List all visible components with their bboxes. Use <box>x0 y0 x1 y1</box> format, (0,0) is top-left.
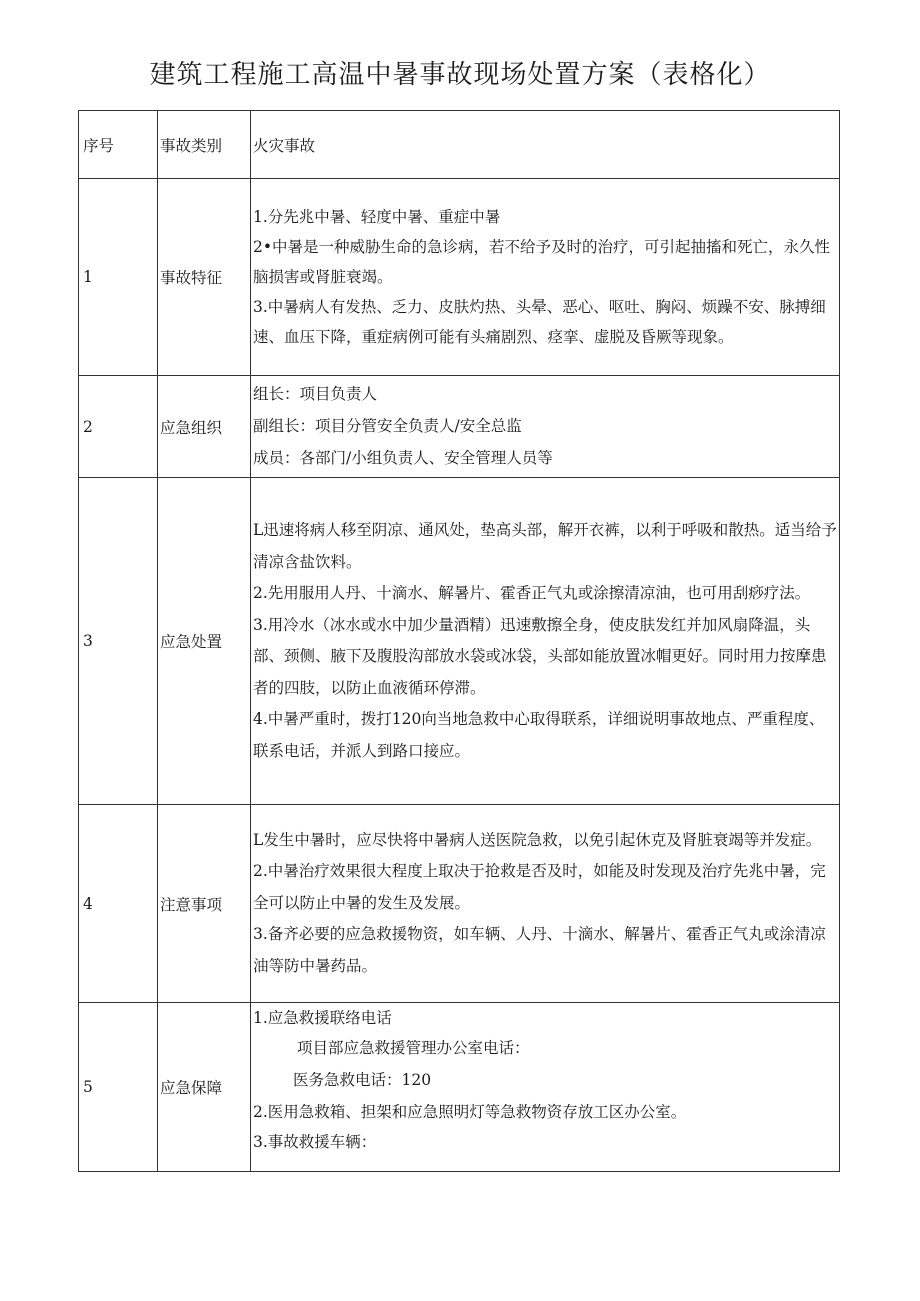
content-line: 项目部应急救援管理办公室电话： <box>297 1039 530 1057</box>
row-content <box>251 805 840 1003</box>
row-category: 注意事项 <box>158 805 251 1003</box>
content-line: 1.应急救援联络电话 <box>253 1009 392 1027</box>
row-content <box>251 179 840 376</box>
row-category: 事故特征 <box>158 179 251 376</box>
content-line: 3.用冷水（冰水或水中加少量酒精）迅速敷擦全身，使皮肤发红并加风扇降温，头部、颈侧、腋下及腹股沟部放水袋或冰袋，头部如能放置冰帽更好。同时用力按摩患者的四肢，以防止血液循环停滞。 <box>253 615 827 697</box>
row-content <box>251 376 840 478</box>
row-content <box>251 1003 840 1172</box>
row-category: 应急保障 <box>158 1003 251 1172</box>
content-line: 医务急救电话：120 <box>293 1071 432 1089</box>
content-line: 4.中暑严重时，拨打120向当地急救中心取得联系，详细说明事故地点、严重程度、联系电话，并派人到路口接应。 <box>253 710 825 760</box>
table-row <box>79 478 840 805</box>
table-row <box>79 376 840 478</box>
content-line: 成员：各部门/小组负责人、安全管理人员等 <box>253 449 553 467</box>
content-line: 2•中暑是一种威胁生命的急诊病，若不给予及时的治疗，可引起抽搐和死亡，永久性脑损害或肾脏衰竭。 <box>253 238 831 286</box>
row-content <box>251 478 840 805</box>
header-accident-type: 火灾事故 <box>251 111 840 179</box>
table-row <box>79 805 840 1003</box>
content-line: 1.分先兆中暑、轻度中暑、重症中暑 <box>253 208 501 226</box>
table-header-row <box>79 111 840 179</box>
content-line: 组长：项目负责人 <box>253 385 378 403</box>
row-index: 3 <box>79 478 158 805</box>
content-line: 3.事故救援车辆： <box>253 1133 377 1151</box>
table-row <box>79 179 840 376</box>
row-index: 2 <box>79 376 158 478</box>
content-line: 副组长：项目分管安全负责人/安全总监 <box>253 417 522 435</box>
content-line: 3.中暑病人有发热、乏力、皮肤灼热、头晕、恶心、呕吐、胸闷、烦躁不安、脉搏细速、血压下降，重症病例可能有头痛剧烈、痉挛、虚脱及昏厥等现象。 <box>253 298 826 346</box>
header-category: 事故类别 <box>158 111 251 179</box>
row-category: 应急组织 <box>158 376 251 478</box>
content-line: L迅速将病人移至阴凉、通风处，垫高头部，解开衣裤，以利于呼吸和散热。适当给予清凉含盐饮料。 <box>253 521 837 571</box>
content-line: 2.中暑治疗效果很大程度上取决于抢救是否及时，如能及时发现及治疗先兆中暑，完全可以防止中暑的发生及发展。 <box>253 862 826 912</box>
content-line: L发生中暑时，应尽快将中暑病人送医院急救，以免引起休克及肾脏衰竭等并发症。 <box>253 830 822 849</box>
row-index: 4 <box>79 805 158 1003</box>
row-category: 应急处置 <box>158 478 251 805</box>
emergency-plan-table <box>78 110 840 1172</box>
row-index: 5 <box>79 1003 158 1172</box>
header-index: 序号 <box>79 111 158 179</box>
content-line: 2.先用服用人丹、十滴水、解暑片、霍香正气丸或涂擦清凉油，也可用刮痧疗法。 <box>253 584 811 602</box>
page-title: 建筑工程施工高温中暑事故现场处置方案（表格化） <box>149 60 771 90</box>
table-row <box>79 1003 840 1172</box>
row-index: 1 <box>79 179 158 376</box>
content-line: 2.医用急救箱、担架和应急照明灯等急救物资存放工区办公室。 <box>253 1103 687 1121</box>
content-line: 3.备齐必要的应急救援物资，如车辆、人丹、十滴水、解暑片、霍香正气丸或涂清凉油等防中暑药品。 <box>253 925 826 975</box>
